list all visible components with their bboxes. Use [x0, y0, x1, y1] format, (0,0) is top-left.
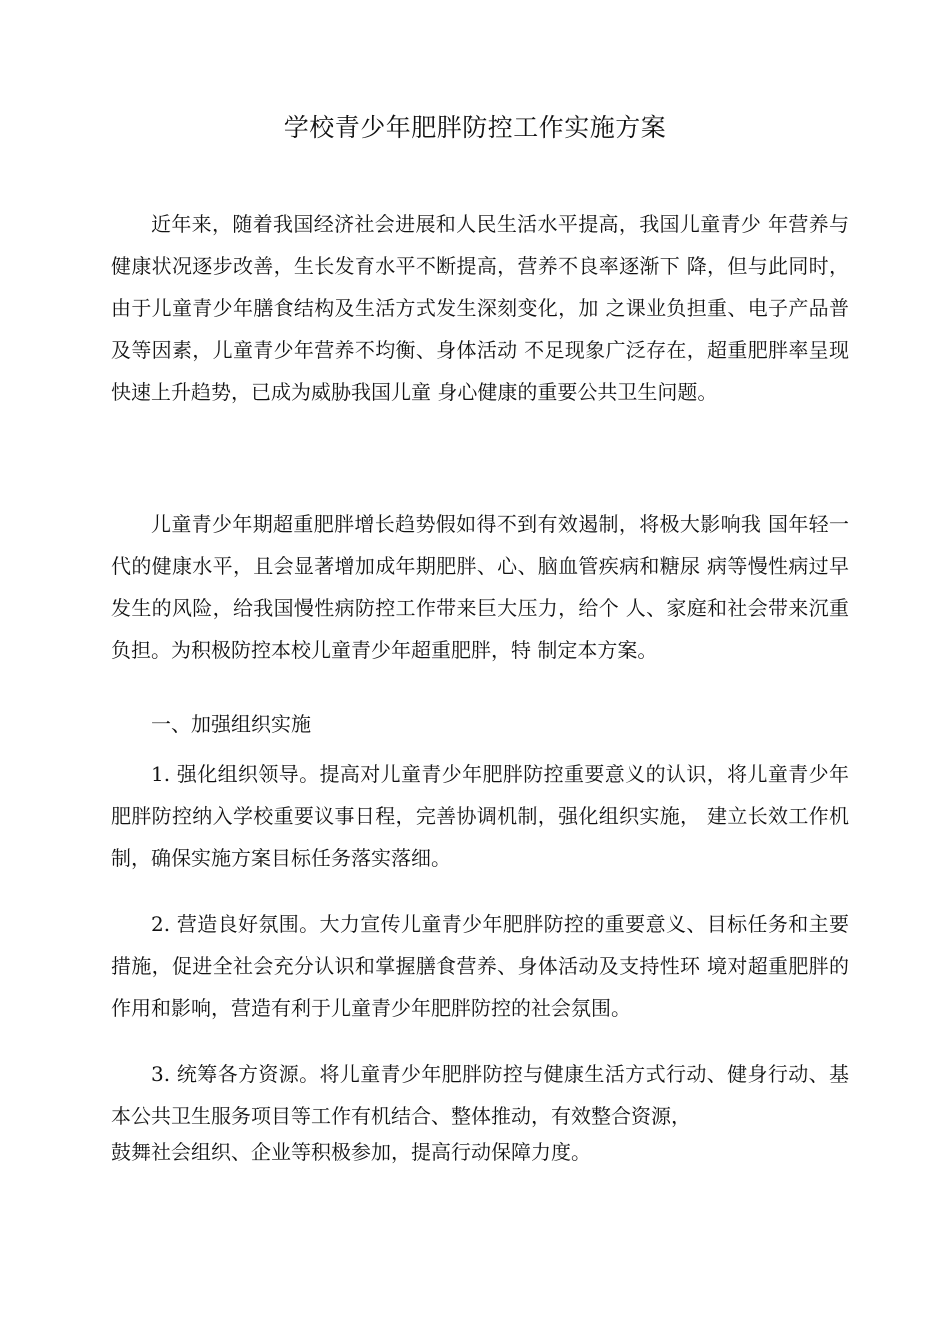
paragraph-intro: 近年来，随着我国经济社会进展和人民生活水平提高，我国儿童青少 年营养与健康状况逐步改善，生长发育水平不断提高，营养不良率逐渐下 降，但与此同时，由于儿童青少年膳食结构及生活方式发生深刻变化，加 之课业负担重、电子产品普及等因素，儿童青少年营养不均衡、身体活动 不足现象广泛存在，超重肥胖率呈现快速上升趋势，已成为威胁我国儿童 身心健康的重要公共卫生问题。: [111, 212, 849, 404]
paragraph-item-2: 2. 营造良好氛围。大力宣传儿童青少年肥胖防控的重要意义、目标任务和主要措施，促进全社会充分认识和掌握膳食营养、身体活动及支持性环 境对超重肥胖的作用和影响，营造有利于儿童青少年肥胖防控的社会氛围。: [111, 912, 849, 1020]
paragraph-item-3-line2: 鼓舞社会组织、企业等积极参加，提高行动保障力度。: [111, 1140, 591, 1164]
paragraph-item-3: [111, 1053, 849, 1167]
section-heading-organization: 一、加强组织实施: [151, 712, 311, 736]
paragraph-item-1: 1. 强化组织领导。提高对儿童青少年肥胖防控重要意义的认识，将儿童青少年肥胖防控纳入学校重要议事日程，完善协调机制，强化组织实施， 建立长效工作机制，确保实施方案目标任务落实落细。: [111, 762, 849, 870]
document-title: 学校青少年肥胖防控工作实施方案: [283, 113, 667, 142]
paragraph-purpose: 儿童青少年期超重肥胖增长趋势假如得不到有效遏制，将极大影响我 国年轻一代的健康水平，且会显著增加成年期肥胖、心、脑血管疾病和糖尿 病等慢性病过早发生的风险，给我国慢性病防控工作带来巨大压力，给个 人、家庭和社会带来沉重负担。为积极防控本校儿童青少年超重肥胖，特 制定本方案。: [111, 512, 849, 662]
paragraph-item-3-line1: 3. 统筹各方资源。将儿童青少年肥胖防控与健康生活方式行动、健身行动、基本公共卫生服务项目等工作有机结合、整体推动，有效整合资源，: [111, 1062, 849, 1128]
